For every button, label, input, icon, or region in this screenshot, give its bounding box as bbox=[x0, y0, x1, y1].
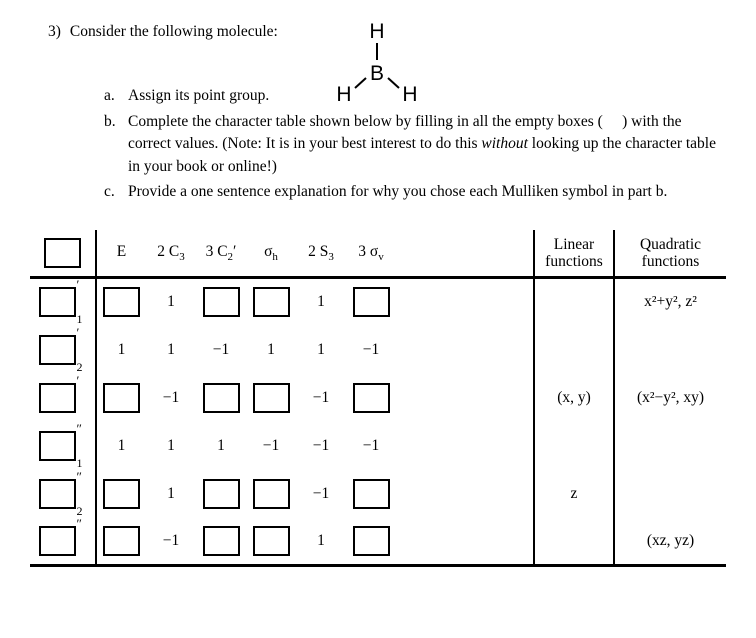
empty-answer-box bbox=[353, 287, 390, 317]
header-sigma-h: $\sigma_h$ bbox=[246, 230, 296, 278]
character-cell-value: 1 bbox=[267, 340, 275, 358]
empty-answer-box bbox=[253, 383, 290, 413]
character-cell-value: 1 bbox=[117, 436, 126, 454]
character-cell-value: 1 bbox=[167, 293, 175, 311]
item-a-label: a. bbox=[104, 87, 115, 104]
character-cell-box bbox=[246, 470, 296, 518]
table-header-row bbox=[30, 230, 726, 278]
character-cell-box bbox=[346, 374, 396, 422]
empty-answer-box bbox=[103, 287, 140, 317]
quadratic-function-cell bbox=[614, 422, 726, 470]
atom-h-left: H bbox=[336, 83, 352, 106]
spacer-cell bbox=[396, 518, 534, 566]
table-row bbox=[30, 518, 726, 566]
prime-mark: ″ bbox=[76, 468, 82, 484]
mulliken-label-cell bbox=[30, 374, 96, 422]
linear-function-cell: (x, y) bbox=[534, 374, 614, 422]
item-b-text-italic: without bbox=[481, 135, 528, 152]
subscript-number: 1 bbox=[76, 455, 83, 470]
character-cell-value: 1 bbox=[317, 340, 325, 358]
item-c-text: Provide a one sentence explanation for why you chose each Mulliken symbol in part b. bbox=[128, 183, 668, 200]
prime-mark: ′ bbox=[76, 277, 80, 293]
bond-left-icon bbox=[355, 78, 366, 88]
prime-mark: ″ bbox=[76, 420, 82, 436]
atom-h-top: H bbox=[369, 20, 385, 43]
point-group-corner-cell bbox=[30, 230, 96, 278]
header-3c2-prime: 3 $C_2'$ bbox=[196, 230, 246, 278]
character-cell-value: −1 bbox=[312, 484, 330, 502]
spacer-cell bbox=[396, 326, 534, 374]
mulliken-marks bbox=[76, 468, 87, 518]
character-cell-box bbox=[96, 470, 146, 518]
item-c-label: c. bbox=[104, 183, 115, 200]
empty-answer-box bbox=[39, 287, 76, 317]
empty-answer-box bbox=[103, 383, 140, 413]
character-cell-box bbox=[96, 374, 146, 422]
mulliken-marks bbox=[77, 279, 87, 325]
mulliken-label-cell bbox=[30, 326, 96, 374]
character-table bbox=[30, 230, 726, 568]
item-a-text: Assign its point group. bbox=[128, 87, 270, 104]
empty-answer-box bbox=[39, 431, 76, 461]
item-b-label: b. bbox=[104, 112, 116, 130]
character-table-body bbox=[30, 278, 726, 566]
empty-answer-box bbox=[353, 479, 390, 509]
subscript-number: 1 bbox=[76, 312, 83, 327]
character-cell-box bbox=[246, 374, 296, 422]
mulliken-marks bbox=[76, 372, 87, 421]
header-2c3: 2 $C_3$ bbox=[146, 230, 196, 278]
character-cell-value: 1 bbox=[217, 436, 225, 454]
linear-function-cell bbox=[534, 422, 614, 470]
table-row bbox=[30, 422, 726, 470]
item-b-text bbox=[128, 111, 726, 179]
character-cell-box bbox=[246, 518, 296, 566]
prime-mark: ″ bbox=[76, 515, 82, 531]
quadratic-function-cell bbox=[614, 326, 726, 374]
mulliken-label-cell bbox=[30, 515, 96, 566]
mulliken-label-cell bbox=[30, 422, 96, 470]
mulliken-marks bbox=[76, 420, 87, 470]
character-cell-box bbox=[196, 374, 246, 422]
spacer-cell bbox=[396, 374, 534, 422]
character-cell-value: 1 bbox=[167, 436, 175, 454]
character-cell-value: −1 bbox=[162, 388, 180, 406]
mulliken-marks bbox=[76, 515, 87, 564]
molecule-diagram bbox=[330, 12, 440, 107]
spacer-cell bbox=[396, 278, 534, 326]
linear-function-cell bbox=[534, 326, 614, 374]
item-b bbox=[104, 111, 726, 179]
empty-answer-box bbox=[203, 526, 240, 556]
empty-answer-box bbox=[39, 335, 76, 365]
empty-answer-box bbox=[203, 383, 240, 413]
character-cell-box bbox=[346, 278, 396, 326]
prime-mark: ′ bbox=[76, 372, 80, 388]
prime-mark: ′ bbox=[76, 324, 80, 340]
header-spacer bbox=[396, 230, 534, 278]
character-cell-value: 1 bbox=[167, 484, 175, 502]
quadratic-function-cell: x²+y², z² bbox=[614, 278, 726, 326]
empty-answer-box bbox=[253, 479, 290, 509]
header-3sigma-v: 3 $\sigma_v$ bbox=[346, 230, 396, 278]
table-row bbox=[30, 278, 726, 326]
table-row bbox=[30, 374, 726, 422]
table-row bbox=[30, 326, 726, 374]
character-cell-value: 1 bbox=[117, 340, 126, 358]
spacer-cell bbox=[396, 470, 534, 518]
empty-answer-box bbox=[203, 479, 240, 509]
subscript-number: 2 bbox=[76, 503, 83, 518]
header-2s3: 2 $S_3$ bbox=[296, 230, 346, 278]
character-cell-box bbox=[196, 470, 246, 518]
quadratic-function-cell: (xz, yz) bbox=[614, 518, 726, 566]
header-linear-functions: Linear functions bbox=[534, 230, 614, 278]
item-c bbox=[104, 181, 726, 204]
atom-b-center: B bbox=[369, 62, 385, 85]
character-cell-box bbox=[196, 518, 246, 566]
spacer-cell bbox=[396, 422, 534, 470]
character-cell-box bbox=[96, 278, 146, 326]
empty-answer-box bbox=[39, 479, 76, 509]
item-b-text-start: Complete the character table shown below by filling in all the empty boxes ( ) with the correct values. (Note: It is in your best interest to do this bbox=[128, 112, 682, 152]
empty-answer-box bbox=[39, 526, 76, 556]
empty-answer-box bbox=[44, 238, 81, 268]
empty-answer-box bbox=[253, 526, 290, 556]
mulliken-label-cell bbox=[30, 470, 96, 518]
table-row bbox=[30, 470, 726, 518]
empty-answer-box bbox=[203, 287, 240, 317]
character-cell-box bbox=[246, 278, 296, 326]
character-cell-value: −1 bbox=[146, 518, 196, 566]
character-cell-value: −1 bbox=[312, 436, 330, 454]
character-cell-box bbox=[196, 278, 246, 326]
empty-answer-box bbox=[103, 479, 140, 509]
linear-function-cell: z bbox=[534, 470, 614, 518]
character-cell-box bbox=[346, 470, 396, 518]
bond-right-icon bbox=[388, 78, 399, 88]
character-cell-value: −1 bbox=[362, 436, 380, 454]
empty-answer-box bbox=[103, 526, 140, 556]
linear-function-cell bbox=[534, 518, 614, 566]
empty-answer-box bbox=[39, 383, 76, 413]
quadratic-function-cell: (x²−y², xy) bbox=[614, 374, 726, 422]
character-cell-value: −1 bbox=[262, 436, 280, 454]
character-cell-value: −1 bbox=[312, 388, 330, 406]
quadratic-function-cell bbox=[614, 470, 726, 518]
empty-answer-box bbox=[353, 383, 390, 413]
character-cell-value: −1 bbox=[212, 340, 230, 358]
empty-answer-box bbox=[353, 526, 390, 556]
mulliken-label-cell bbox=[30, 278, 96, 326]
character-cell-box bbox=[96, 518, 146, 566]
character-cell-value: 1 bbox=[167, 340, 175, 358]
atom-h-right: H bbox=[402, 83, 418, 106]
character-cell-value: 1 bbox=[317, 293, 325, 311]
question-text: Consider the following molecule: bbox=[69, 23, 278, 40]
subscript-number: 2 bbox=[76, 359, 83, 374]
character-cell-box bbox=[346, 518, 396, 566]
question-number: 3) bbox=[48, 23, 61, 40]
header-quadratic-functions: Quadratic functions bbox=[614, 230, 726, 278]
mulliken-marks bbox=[76, 324, 87, 374]
character-cell-value: −1 bbox=[362, 340, 380, 358]
empty-answer-box bbox=[253, 287, 290, 317]
header-e: E bbox=[96, 230, 146, 278]
character-cell-value: 1 bbox=[296, 518, 346, 566]
linear-function-cell bbox=[534, 278, 614, 326]
item-b-text-end: looking up the character table in your book or online!) bbox=[128, 135, 716, 175]
